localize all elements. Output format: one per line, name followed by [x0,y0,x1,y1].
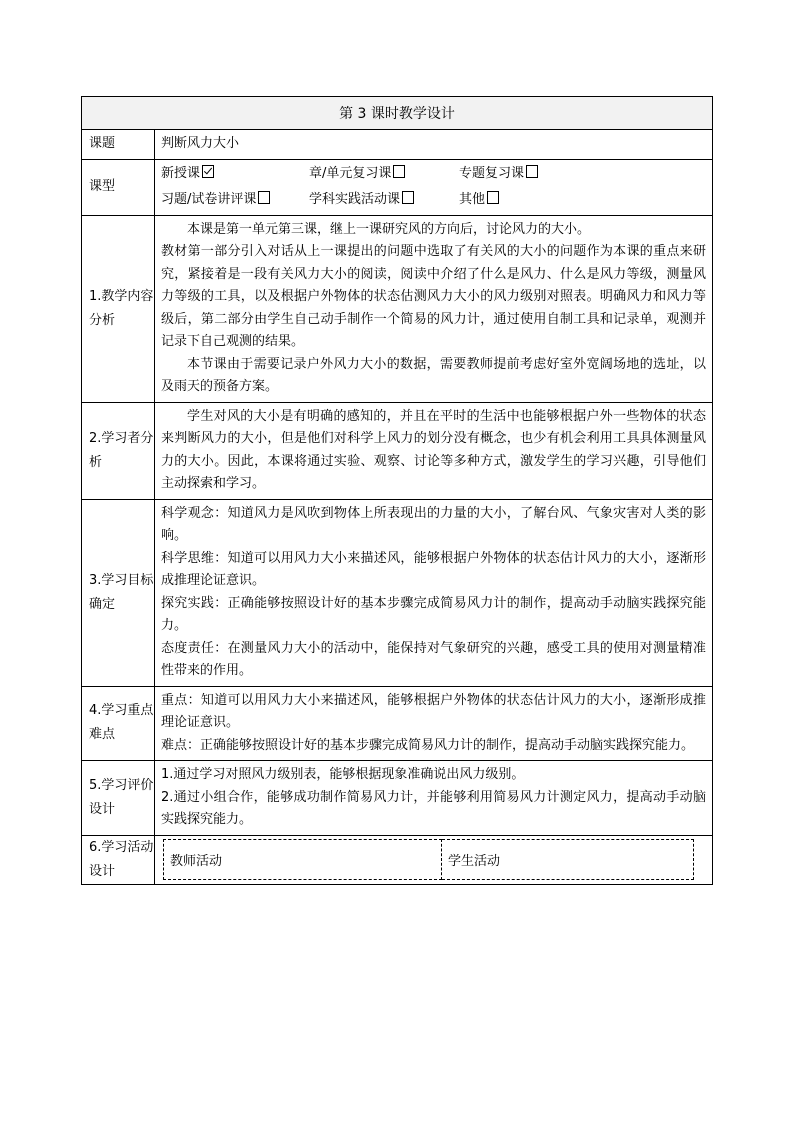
type-option-other[interactable]: 其他 [459,189,706,212]
type-label: 课型 [82,159,155,215]
type-option-exercise[interactable]: 习题/试卷讲评课 [161,189,309,212]
lesson-label: 课题 [82,130,155,160]
activity-table [163,839,694,880]
checkbox-icon[interactable] [258,191,270,204]
learning-goals [155,499,713,686]
learner-paragraph: 学生对风的大小是有明确的感知的，并且在平时的生活中也能够根据户外一些物体的状态来判断风力的大小，但是他们对科学上风力的划分没有概念，也少有机会利用工具具体测量风力的大小。因此，本课将通过实验、观察、讨论等多种方式，激发学生的学习兴趣，引导他们主动探索和学习。 [161,408,706,491]
key-points-label: 4.学习重点难点 [82,686,155,761]
checkbox-icon[interactable] [526,165,538,178]
evaluation [155,761,713,836]
page-title: 第 3 课时教学设计 [82,97,713,130]
key-points [155,686,713,761]
checkbox-icon[interactable] [393,165,405,178]
lesson-value: 判断风力大小 [155,130,713,160]
type-option-new[interactable]: 新授课 [161,163,309,186]
activity-design-label: 6.学习活动设计 [82,835,155,884]
type-option-unit-review[interactable]: 章/单元复习课 [309,163,459,186]
content-analysis-label: 1.教学内容分析 [82,215,155,402]
evaluation-label: 5.学习评价设计 [82,761,155,836]
teacher-activity-header: 教师活动 [164,839,442,879]
goal-item: 态度责任：在测量风力大小的活动中，能保持对气象研究的兴趣，感受工具的使用对测量精准性带来的作用。 [161,640,706,678]
content-paragraph: 本课是第一单元第三课，继上一课研究风的方向后，讨论风力的大小。 [187,221,591,237]
learning-goals-label: 3.学习目标确定 [82,499,155,686]
checkbox-checked-icon[interactable] [202,165,214,178]
goal-item: 探究实践：正确能够按照设计好的基本步骤完成简易风力计的制作，提高动手动脑实践探究能力。 [161,595,706,633]
goal-item: 科学思维：知道可以用风力大小来描述风，能够根据户外物体的状态估计风力的大小，逐渐形成推理论证意识。 [161,550,706,588]
key-point-item: 难点：正确能够按照设计好的基本步骤完成简易风力计的制作，提高动手动脑实践探究能力。 [161,737,695,753]
content-paragraph: 教材第一部分引入对话从上一课提出的问题中选取了有关风的大小的问题作为本课的重点来研究，紧接着是一段有关风力大小的阅读，阅读中介绍了什么是风力、什么是风力等级，测量风力等级的工具，以及根据户外物体的状态估测风力大小的风力级别对照表。明确风力和风力等级后，第二部分由学生自己动手制作一个简易的风力计，通过使用自制工具和记录单，观测并记录下自己观测的结果。 [161,244,706,349]
content-paragraph: 本节课由于需要记录户外风力大小的数据，需要教师提前考虑好室外宽阔场地的选址，以及雨天的预备方案。 [161,356,706,394]
type-options [155,159,713,215]
evaluation-item: 1.通过学习对照风力级别表，能够根据现象准确说出风力级别。 [161,767,525,782]
checkbox-icon[interactable] [487,191,499,204]
lesson-design-table [81,96,713,885]
activity-design [155,835,713,884]
type-option-practice[interactable]: 学科实践活动课 [309,189,459,212]
key-point-item: 重点：知道可以用风力大小来描述风，能够根据户外物体的状态估计风力的大小，逐渐形成推理论证意识。 [161,692,706,730]
student-activity-header: 学生活动 [442,839,694,879]
learner-analysis-label: 2.学习者分析 [82,402,155,499]
type-option-topic-review[interactable]: 专题复习课 [459,163,706,186]
content-analysis [155,215,713,402]
goal-item: 科学观念：知道风力是风吹到物体上所表现出的力量的大小，了解台风、气象灾害对人类的影响。 [161,505,706,543]
checkbox-icon[interactable] [402,191,414,204]
learner-analysis [155,402,713,499]
evaluation-item: 2.通过小组合作，能够成功制作简易风力计，并能够利用简易风力计测定风力，提高动手动脑实践探究能力。 [161,789,706,827]
